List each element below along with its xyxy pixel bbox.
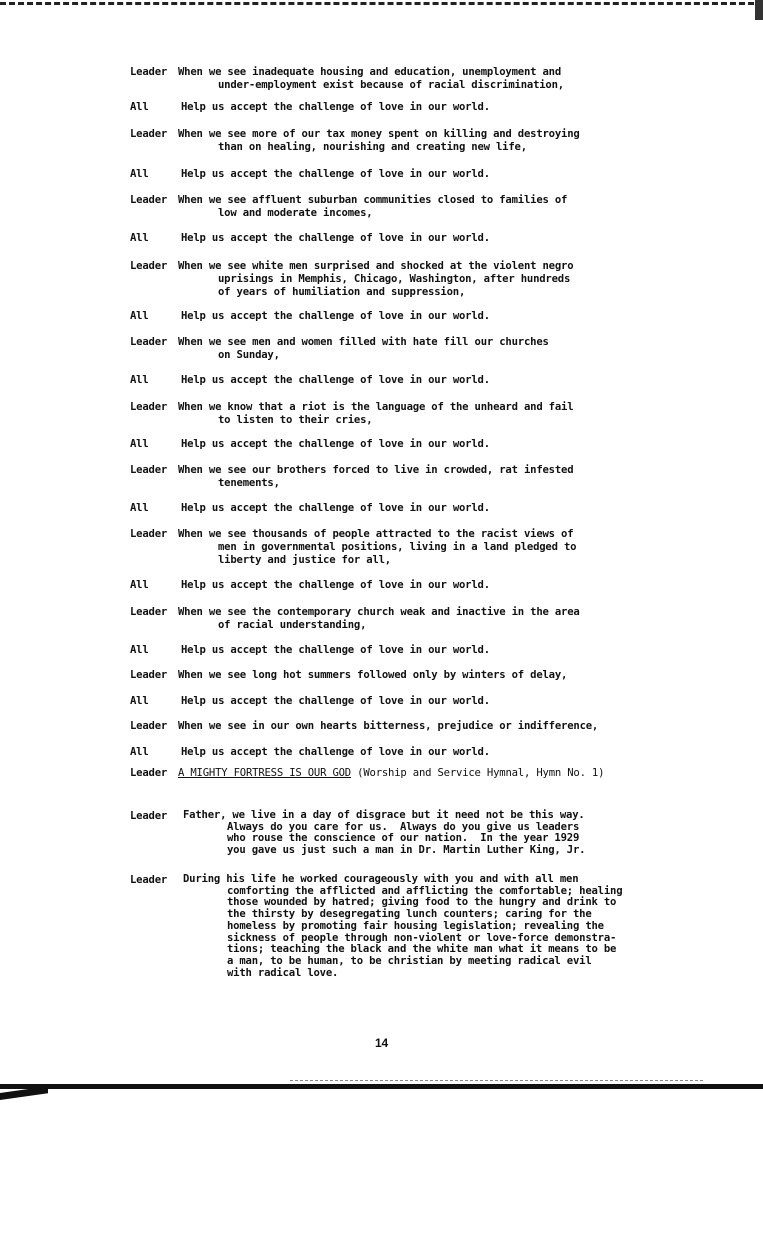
continuation-line: tenements, [218, 477, 280, 489]
speaker-label: All [130, 746, 149, 758]
text-line: Help us accept the challenge of love in our world. [181, 502, 490, 514]
speaker-label: Leader [130, 874, 168, 886]
speaker-label: All [130, 232, 149, 244]
text-line: When we see white men surprised and shocked at the violent negro [178, 260, 574, 272]
continuation-line: the thirsty by desegregating lunch counters; caring for the [227, 908, 592, 921]
hymn-note: (Worship and Service Hymnal, Hymn No. 1) [357, 767, 605, 779]
line-text [178, 720, 598, 733]
text-line: When we know that a riot is the language of the unheard and fail [178, 401, 574, 413]
text-line: When we see affluent suburban communities closed to families of [178, 194, 568, 206]
continuation-line: of years of humiliation and suppression, [218, 286, 466, 298]
continuation-line: those wounded by hatred; giving food to the hungry and drink to [227, 896, 617, 909]
text-line: Help us accept the challenge of love in our world. [181, 101, 490, 113]
text-line: When we see inadequate housing and education, unemployment and [178, 66, 562, 78]
line-text [181, 310, 490, 323]
hymn-title: A MIGHTY FORTRESS IS OUR GOD [178, 767, 351, 779]
continuation-line: than on healing, nourishing and creating new life, [218, 141, 527, 153]
line-text [181, 101, 490, 114]
continuation-line: to listen to their cries, [218, 414, 373, 426]
speaker-label: Leader [130, 720, 168, 732]
line-text [181, 232, 490, 245]
speaker-label: Leader [130, 669, 168, 681]
text-line: When we see our brothers forced to live in crowded, rat infested [178, 464, 574, 476]
line-text [178, 128, 580, 154]
speaker-label: All [130, 438, 149, 450]
line-text [183, 810, 585, 857]
page-corner-mark [755, 0, 763, 20]
speaker-label: Leader [130, 194, 168, 206]
speaker-label: Leader [130, 401, 168, 413]
text-line: Help us accept the challenge of love in our world. [181, 374, 490, 386]
speaker-label: Leader [130, 528, 168, 540]
continuation-line: uprisings in Memphis, Chicago, Washington, after hundreds [218, 273, 571, 285]
continuation-line: men in governmental positions, living in a land pledged to [218, 541, 577, 553]
line-text [181, 746, 490, 759]
line-text [178, 528, 576, 567]
speaker-label: Leader [130, 606, 168, 618]
line-text [181, 579, 490, 592]
line-text [178, 401, 573, 427]
speaker-label: Leader [130, 260, 168, 272]
text-line: Help us accept the challenge of love in our world. [181, 232, 490, 244]
text-line: Help us accept the challenge of love in our world. [181, 695, 490, 707]
speaker-label: All [130, 310, 149, 322]
continuation-line: liberty and justice for all, [218, 554, 391, 566]
text-line: Help us accept the challenge of love in our world. [181, 310, 490, 322]
text-line: Help us accept the challenge of love in our world. [181, 579, 490, 591]
text-line: When we see men and women filled with hate fill our churches [178, 336, 549, 348]
continuation-line: sickness of people through non-violent or love-force demonstra- [227, 931, 617, 944]
speaker-label: Leader [130, 767, 168, 779]
line-text [178, 66, 564, 92]
speaker-label: All [130, 502, 149, 514]
continuation-line: a man, to be human, to be christian by meeting radical evil [227, 954, 592, 967]
text-line: When we see thousands of people attracted to the racist views of [178, 528, 574, 540]
hymn-text [178, 767, 604, 780]
line-text [178, 194, 567, 220]
line-text [178, 606, 580, 632]
line-text [181, 374, 490, 387]
continuation-line: of racial understanding, [218, 619, 367, 631]
continuation-line: under-employment exist because of racial discrimination, [218, 79, 564, 91]
speaker-label: All [130, 579, 149, 591]
bottom-faint-rule [290, 1080, 703, 1081]
line-text [181, 695, 490, 708]
text-line: Help us accept the challenge of love in our world. [181, 438, 490, 450]
speaker-label: Leader [130, 810, 168, 822]
speaker-label: Leader [130, 464, 168, 476]
line-text [178, 260, 573, 299]
continuation-line: low and moderate incomes, [218, 207, 373, 219]
speaker-label: All [130, 168, 149, 180]
line-text [178, 336, 549, 362]
bottom-rule [0, 1084, 763, 1089]
text-line: Help us accept the challenge of love in our world. [181, 168, 490, 180]
continuation-line: Always do you care for us. Always do you give us leaders [227, 820, 580, 833]
speaker-label: All [130, 101, 149, 113]
speaker-label: All [130, 695, 149, 707]
text-line: During his life he worked courageously with you and with all men [183, 873, 579, 885]
page-number: 14 [375, 1036, 388, 1050]
line-text [183, 874, 622, 979]
speaker-label: All [130, 644, 149, 656]
text-line: When we see in our own hearts bitterness, prejudice or indifference, [178, 720, 599, 732]
continuation-line: tions; teaching the black and the white man what it means to be [227, 943, 617, 956]
line-text [181, 502, 490, 515]
continuation-line: homeless by promoting fair housing legislation; revealing the [227, 919, 604, 932]
continuation-line: who rouse the conscience of our nation. In the year 1929 [227, 832, 580, 845]
text-line: Help us accept the challenge of love in our world. [181, 644, 490, 656]
speaker-label: Leader [130, 66, 168, 78]
line-text [178, 669, 567, 682]
line-text [181, 438, 490, 451]
text-line: Father, we live in a day of disgrace but it need not be this way. [183, 809, 585, 821]
text-line: When we see the contemporary church weak and inactive in the area [178, 606, 580, 618]
speaker-label: Leader [130, 336, 168, 348]
top-border [0, 2, 763, 5]
continuation-line: on Sunday, [218, 349, 280, 361]
continuation-line: comforting the afflicted and afflicting the comfortable; healing [227, 884, 623, 897]
speaker-label: Leader [130, 128, 168, 140]
continuation-line: you gave us just such a man in Dr. Martin Luther King, Jr. [227, 844, 586, 857]
text-line: When we see long hot summers followed only by winters of delay, [178, 669, 568, 681]
line-text [181, 168, 490, 181]
text-line: Help us accept the challenge of love in our world. [181, 746, 490, 758]
line-text [181, 644, 490, 657]
continuation-line: with radical love. [227, 966, 339, 979]
speaker-label: All [130, 374, 149, 386]
line-text [178, 464, 573, 490]
text-line: When we see more of our tax money spent on killing and destroying [178, 128, 580, 140]
